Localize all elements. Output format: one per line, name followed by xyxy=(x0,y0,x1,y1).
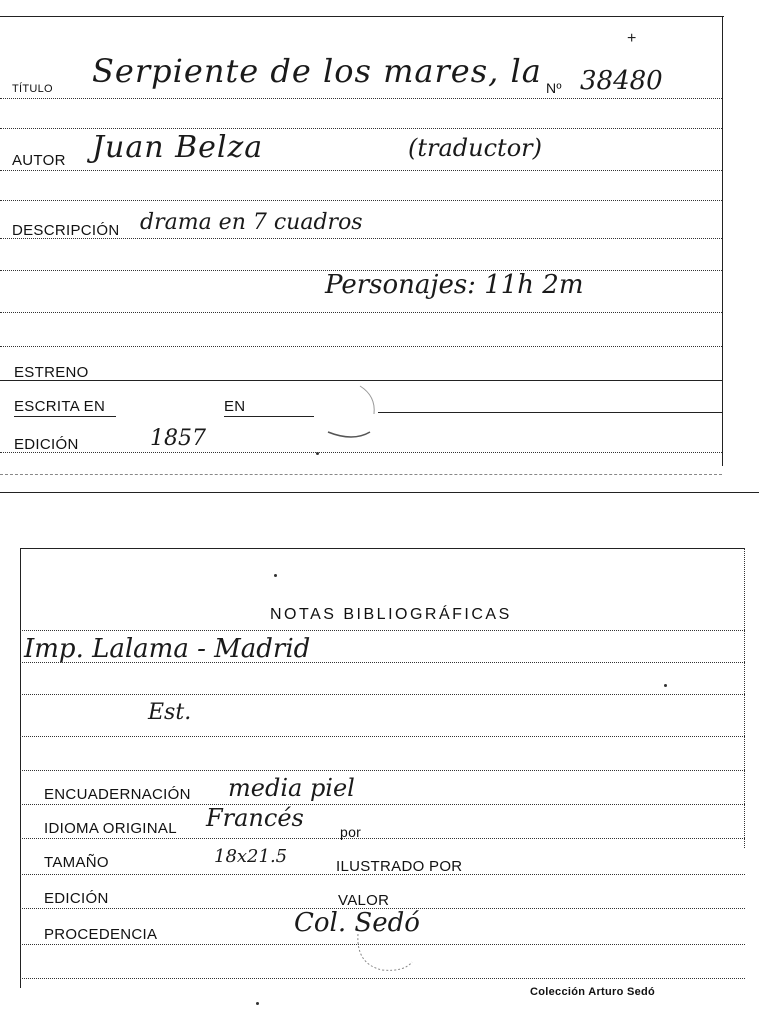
procedencia-value: Col. Sedó xyxy=(294,908,420,938)
rule xyxy=(0,474,722,475)
en-label: EN xyxy=(224,398,246,415)
descripcion-label: DESCRIPCIÓN xyxy=(12,222,120,239)
rule xyxy=(20,838,745,839)
rule xyxy=(224,416,314,417)
autor-note: (traductor) xyxy=(408,134,542,162)
idioma-label: IDIOMA ORIGINAL xyxy=(44,820,177,837)
rule xyxy=(20,694,745,695)
notas-heading: NOTAS BIBLIOGRÁFICAS xyxy=(270,606,512,623)
punch-hole xyxy=(318,380,388,450)
rule xyxy=(0,170,722,171)
procedencia-label: PROCEDENCIA xyxy=(44,926,158,943)
autor-value: Juan Belza xyxy=(92,130,264,165)
rule xyxy=(378,412,722,413)
rule xyxy=(0,312,722,313)
right-border xyxy=(722,16,723,466)
note-imprenta: Imp. Lalama - Madrid xyxy=(24,634,311,664)
estreno-label: ESTRENO xyxy=(14,364,89,381)
rule xyxy=(20,804,745,805)
left-border xyxy=(20,548,21,988)
titulo-value: Serpiente de los mares, la xyxy=(92,52,542,90)
rule xyxy=(0,128,722,129)
speck xyxy=(274,574,277,577)
edicion-label: EDICIÓN xyxy=(14,436,79,453)
ilustrado-label: ILUSTRADO POR xyxy=(336,858,463,875)
numero-value: 38480 xyxy=(580,66,663,96)
edicion-label-bottom: EDICIÓN xyxy=(44,890,109,907)
collection-credit: Colección Arturo Sedó xyxy=(530,986,656,998)
speck xyxy=(316,452,319,455)
numero-label: Nº xyxy=(546,80,562,96)
idioma-value: Francés xyxy=(206,804,304,832)
rule xyxy=(0,98,722,99)
encuadernacion-label: ENCUADERNACIÓN xyxy=(44,786,191,803)
tamano-label: TAMAÑO xyxy=(44,854,109,871)
rule xyxy=(20,978,745,979)
escrita-label: ESCRITA EN xyxy=(14,398,106,415)
rule xyxy=(20,736,745,737)
speck xyxy=(256,1002,259,1005)
valor-label: VALOR xyxy=(338,892,390,909)
rule xyxy=(20,630,745,631)
plus-mark: + xyxy=(627,30,637,47)
titulo-label: TÍTULO xyxy=(12,83,53,95)
edicion-value: 1857 xyxy=(150,426,206,451)
top-border xyxy=(0,16,724,17)
punch-hole xyxy=(352,926,422,976)
note-est: Est. xyxy=(148,700,192,725)
rule xyxy=(0,200,722,201)
rule xyxy=(20,770,745,771)
right-border xyxy=(744,548,745,848)
top-border xyxy=(20,548,745,549)
rule xyxy=(0,346,722,347)
tamano-value: 18x21.5 xyxy=(214,846,288,867)
rule xyxy=(0,452,722,453)
descripcion-value: drama en 7 cuadros xyxy=(140,210,363,235)
encuadernacion-value: media piel xyxy=(228,774,355,802)
speck xyxy=(664,684,667,687)
autor-label: AUTOR xyxy=(12,152,66,169)
catalog-card-top xyxy=(0,0,759,495)
por-label: por xyxy=(340,824,362,840)
rule xyxy=(14,416,116,417)
card-bottom-edge xyxy=(0,492,759,493)
personajes-value: Personajes: 11h 2m xyxy=(325,270,584,300)
catalog-card-bottom xyxy=(0,540,759,1028)
